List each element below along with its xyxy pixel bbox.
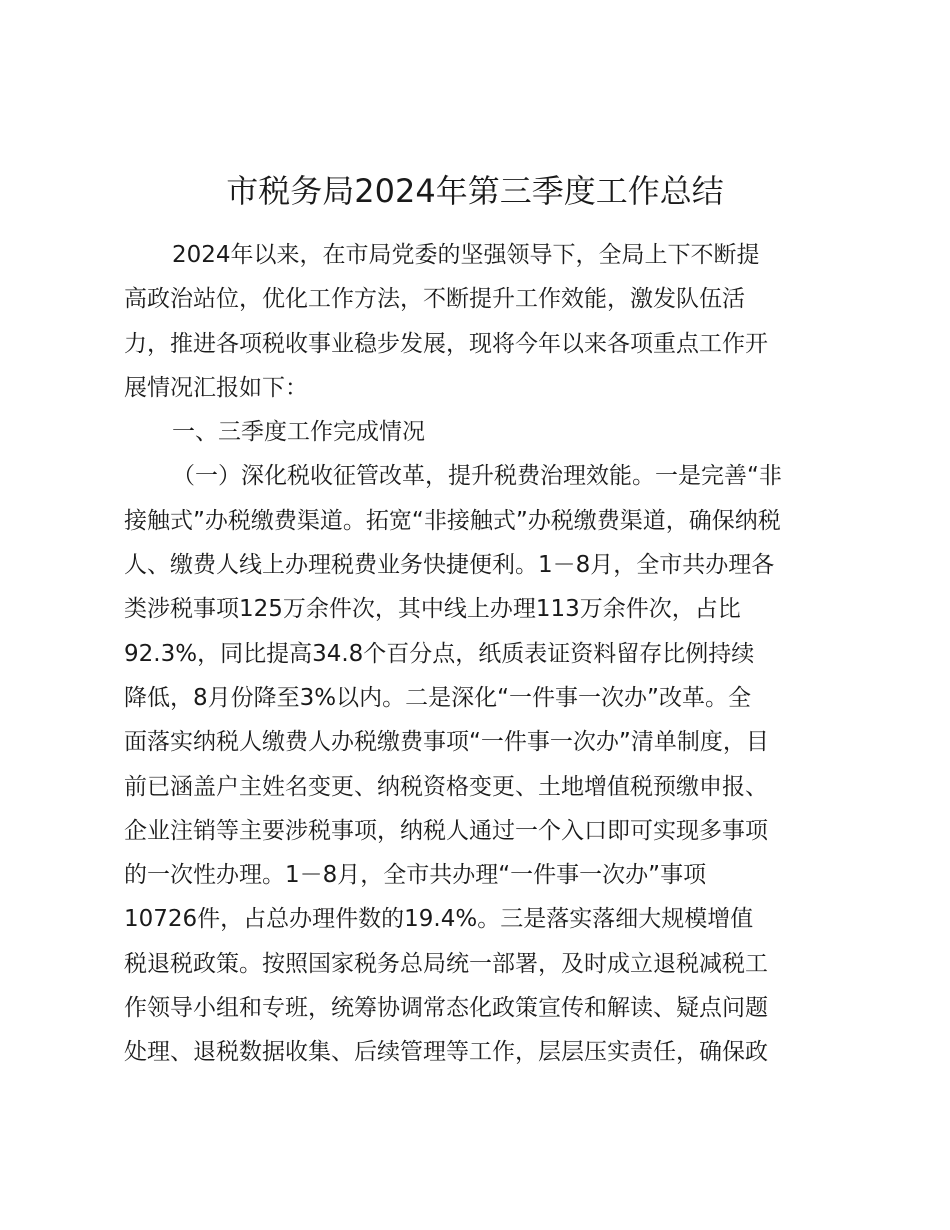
paragraph-line: 税退税政策。按照国家税务总局统一部署，及时成立退税减税工 — [124, 950, 768, 977]
paragraph-line: 降低，8月份降至3%以内。二是深化“一件事一次办”改革。全 — [124, 684, 751, 711]
paragraph-line: 92.3%，同比提高34.8个百分点，纸质表证资料留存比例持续 — [124, 640, 755, 667]
document-body — [124, 233, 836, 1075]
paragraph-line: 人、缴费人线上办理税费业务快捷便利。1－8月，全市共办理各 — [124, 552, 775, 579]
paragraph-line: 面落实纳税人缴费人办税缴费事项“一件事一次办”清单制度，目 — [124, 729, 769, 756]
paragraph-line: 前已涵盖户主姓名变更、纳税资格变更、土地增值税预缴申报、 — [124, 773, 768, 800]
paragraph-line: 处理、退税数据收集、后续管理等工作，层层压实责任，确保政 — [124, 1039, 768, 1066]
paragraph-line: 企业注销等主要涉税事项，纳税人通过一个入口即可实现多事项 — [124, 817, 768, 844]
paragraph-line: 2024年以来，在市局党委的坚强领导下，全局上下不断提 — [172, 242, 760, 268]
document-title: 市税务局2024年第三季度工作总结 — [226, 172, 724, 210]
paragraph-line: 展情况汇报如下： — [124, 374, 308, 401]
paragraph-line: 10726件，占总办理件数的19.4%。三是落实落细大规模增值 — [124, 906, 754, 933]
paragraph-line: 作领导小组和专班，统筹协调常态化政策宣传和解读、疑点问题 — [124, 995, 768, 1022]
paragraph-line: （一）深化税收征管改革，提升税费治理效能。一是完善“非 — [172, 463, 782, 490]
section-heading: 一、三季度工作完成情况 — [172, 419, 425, 446]
paragraph-line: 类涉税事项125万余件次，其中线上办理113万余件次，占比 — [124, 596, 741, 623]
paragraph-line: 力，推进各项税收事业稳步发展，现将今年以来各项重点工作开 — [124, 330, 768, 357]
paragraph-line: 的一次性办理。1－8月，全市共办理“一件事一次办”事项 — [124, 862, 707, 889]
paragraph-line: 接触式”办税缴费渠道。拓宽“非接触式”办税缴费渠道，确保纳税 — [124, 507, 781, 534]
paragraph-line: 高政治站位，优化工作方法，不断提升工作效能，激发队伍活 — [124, 286, 745, 313]
